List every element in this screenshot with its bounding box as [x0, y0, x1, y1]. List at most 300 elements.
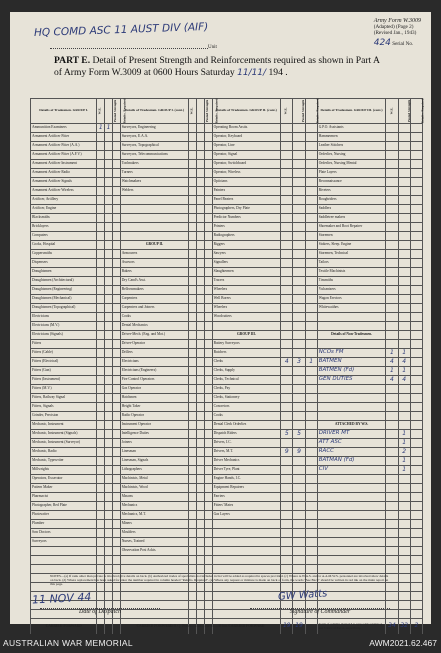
group-1-cont-cell: [120, 565, 189, 574]
reinf-cell: [410, 610, 422, 619]
posted-cell: [293, 484, 305, 493]
posted-cell: [398, 502, 410, 511]
posted-cell: [293, 385, 305, 394]
posted-cell: [105, 403, 113, 412]
posted-cell: [293, 547, 305, 556]
group-1-cont-cell: Watchmakers: [120, 178, 189, 187]
we-cell: [97, 385, 105, 394]
group-1-cont-cell: Nurses, Trained: [120, 538, 189, 547]
posted-cell: [398, 583, 410, 592]
posted-cell: [197, 592, 205, 601]
reinf-cell: [305, 430, 317, 439]
posted-cell: [398, 466, 410, 475]
table-row: [31, 133, 423, 142]
we-header: W.E.: [189, 99, 197, 124]
group-2-cont-cell: Well Borers: [212, 295, 281, 304]
group-2-cont-cell: [212, 322, 281, 331]
posted-cell: [105, 556, 113, 565]
handwritten-value: 2: [402, 447, 407, 455]
we-cell: [281, 367, 293, 376]
posted-cell: [293, 556, 305, 565]
table-row: [31, 349, 423, 358]
posted-cell: [105, 295, 113, 304]
reinf-cell: [305, 286, 317, 295]
group-1-cell: [31, 547, 97, 556]
group-1-cont-cell: Electricians (Engineers): [120, 367, 189, 376]
we-cell: [281, 286, 293, 295]
group-3-cont-header: Details of Tradesmen. GROUP III. (cont.): [317, 99, 386, 124]
posted-cell: [398, 241, 410, 250]
serial-row: [373, 37, 421, 48]
form-page: [10, 12, 431, 630]
group-1-cell: Mechanic, Radio: [31, 448, 97, 457]
we-cell: [189, 592, 197, 601]
table-row: [31, 412, 423, 421]
we-cell: [97, 457, 105, 466]
posted-cell: [398, 412, 410, 421]
posted-cell: [197, 394, 205, 403]
posted-cell: [197, 196, 205, 205]
group-2-cont-cell: Driver Mechanics: [212, 457, 281, 466]
posted-cell: [197, 313, 205, 322]
group-3-cont-cell: [317, 394, 386, 403]
we-cell: [97, 592, 105, 601]
reinf-cell: [305, 466, 317, 475]
posted-cell: [105, 250, 113, 259]
group-1-cont-cell: Masons: [120, 493, 189, 502]
group-1-cont-cell: Radio Operator: [120, 412, 189, 421]
reinf-cell: [410, 133, 422, 142]
notes: NOTES—(a) If rank other than private is involved give details on back. (b) Authorized trades of specialists not included in list will be added as required in spaces provided. (c) Where A.W.A.S. and/or A.A.M.W.S. personnel are involved show details on back. (d) Where replacement has been asked for enter the number required in column headed "Reinfts. Required". (e) Where any request or mixture is made on back of form, the words "See Back" should be written in red ink on the main report on this page.: [50, 574, 389, 586]
reinf-cell: [204, 250, 212, 259]
group-3-cont-cell: [317, 565, 386, 574]
reinf-cell: [112, 160, 120, 169]
we-cell: [189, 475, 197, 484]
handwritten-value: 1: [402, 465, 407, 473]
reinf-cell: [410, 349, 422, 358]
group-1-cont-cell: [120, 214, 189, 223]
reinf-cell: [204, 151, 212, 160]
reinf-cell: [410, 313, 422, 322]
group-1-cell: Armament Artificer Instrument: [31, 160, 97, 169]
we-cell: [386, 196, 398, 205]
we-cell: [281, 322, 293, 331]
reinf-cell: [204, 178, 212, 187]
we-cell: [97, 529, 105, 538]
posted-cell: [105, 331, 113, 340]
group-1-cell: Draughtsmen (Topographical): [31, 304, 97, 313]
reinf-cell: [204, 124, 212, 133]
reinf-cell: [305, 232, 317, 241]
group-3-cont-cell: [317, 322, 386, 331]
handwritten-entry: RACC: [318, 448, 334, 455]
group-3-cont-cell: Shoemaker and Boot Repairer: [317, 223, 386, 232]
posted-cell: [105, 232, 113, 241]
table-row: [31, 439, 423, 448]
we-cell: [97, 241, 105, 250]
reinf-cell: [410, 358, 422, 367]
we-cell: [386, 529, 398, 538]
posted-cell: [105, 142, 113, 151]
group-3-cont-cell: [317, 340, 386, 349]
we-cell: [189, 421, 197, 430]
reinf-cell: [112, 511, 120, 520]
group-2-cont-cell: Tracers: [212, 277, 281, 286]
we-cell: [281, 295, 293, 304]
posted-cell: [197, 484, 205, 493]
posted-cell: [197, 187, 205, 196]
despatch-label: Date of Despatch: [40, 608, 160, 615]
strength-table: [30, 98, 423, 635]
reinf-cell: [410, 484, 422, 493]
group-1-cell: Artificer, Engine: [31, 205, 97, 214]
posted-cell: [293, 223, 305, 232]
unit-line: [50, 48, 208, 49]
handwritten-entry: BATMEN (Fd): [318, 367, 355, 374]
reinf-cell: [410, 547, 422, 556]
reinf-cell: [305, 124, 317, 133]
posted-cell: [398, 223, 410, 232]
posted-cell: [398, 403, 410, 412]
we-cell: [281, 340, 293, 349]
group-1-cell: Electricians (Signals): [31, 331, 97, 340]
group-1-cell: Surveyors: [31, 538, 97, 547]
table-row: [31, 187, 423, 196]
posted-cell: [293, 520, 305, 529]
posted-cell: [197, 268, 205, 277]
we-cell: [189, 448, 197, 457]
group-2-cont-cell: Drivers, I.C.: [212, 439, 281, 448]
total-reinf: [410, 619, 422, 635]
group-1-cont-cell: Machinists, Wood: [120, 484, 189, 493]
handwritten-value: 9: [297, 447, 301, 455]
posted-cell: [398, 124, 410, 133]
carried-forward-label: CARRIED FORWARD: [120, 619, 189, 635]
posted-cell: [105, 313, 113, 322]
posted-cell: [293, 511, 305, 520]
group-1-cont-cell: Mechanics: [120, 502, 189, 511]
we-cell: [97, 250, 105, 259]
group-1-cell: Mechanic, Instrument (Signals): [31, 430, 97, 439]
posted-cell: [293, 178, 305, 187]
we-cell: [189, 610, 197, 619]
table-row: [31, 232, 423, 241]
group-3-cont-cell: Stokers, Sleep. Engine: [317, 241, 386, 250]
we-cell: [189, 259, 197, 268]
group-1-cont-cell: Electricians: [120, 358, 189, 367]
table-row: [31, 556, 423, 565]
group-3-cont-cell: [317, 376, 386, 385]
we-cell: [386, 412, 398, 421]
we-cell: [189, 322, 197, 331]
reinf-cell: [410, 502, 422, 511]
reinf-cell: [204, 556, 212, 565]
reinf-cell: [204, 538, 212, 547]
group-1-cont-cell: Gas Operator: [120, 385, 189, 394]
we-cell: [281, 547, 293, 556]
we-cell: [386, 466, 398, 475]
posted-cell: [398, 142, 410, 151]
posted-cell: [197, 430, 205, 439]
posted-cell: [197, 241, 205, 250]
serial-label: Serial No.: [392, 40, 414, 47]
group-3-cont-cell: Orderlies, Nursing: [317, 151, 386, 160]
reinf-cell: [204, 331, 212, 340]
posted-cell: [197, 376, 205, 385]
reinf-cell: [305, 412, 317, 421]
reinf-cell: [112, 529, 120, 538]
reinf-cell: [305, 178, 317, 187]
we-cell: [281, 331, 293, 340]
posted-cell: [197, 349, 205, 358]
posted-cell: [398, 439, 410, 448]
posted-header: Posted Strength: [197, 99, 205, 124]
posted-cell: [293, 412, 305, 421]
posted-cell: [398, 349, 410, 358]
unit-handwritten: HQ COMD ASC 11 AUST DIV (AIF): [33, 20, 209, 40]
we-cell: [386, 421, 398, 430]
carried-forward-label: CARRIED FORWARD: [31, 619, 97, 635]
posted-cell: [197, 520, 205, 529]
reinf-cell: [305, 187, 317, 196]
posted-cell: [398, 250, 410, 259]
group-1-cell: Artificer, Artillery: [31, 196, 97, 205]
reinf-cell: [204, 160, 212, 169]
group-1-cont-cell: Linesman, Signals: [120, 457, 189, 466]
posted-cell: [398, 205, 410, 214]
posted-header: Posted Strength: [398, 99, 410, 124]
posted-cell: [398, 574, 410, 583]
reinf-cell: [410, 376, 422, 385]
we-cell: [281, 475, 293, 484]
we-cell: [281, 205, 293, 214]
posted-cell: [293, 205, 305, 214]
handwritten-value: 3: [297, 357, 301, 365]
group-2-cont-cell: Dispatch Riders: [212, 430, 281, 439]
posted-cell: [293, 394, 305, 403]
handwritten-value: 1: [402, 348, 407, 356]
group-2-cont-cell: Gas Layers: [212, 511, 281, 520]
table-row: [31, 376, 423, 385]
handwritten-entry: GEN DUTIES: [318, 376, 353, 383]
reinf-cell: [112, 196, 120, 205]
posted-cell: [293, 538, 305, 547]
we-cell: [386, 124, 398, 133]
reinf-cell: [204, 601, 212, 610]
posted-cell: [105, 448, 113, 457]
group-3-cont-cell: Textile Machinists: [317, 268, 386, 277]
group-1-cell: Operators, Excavator: [31, 475, 97, 484]
group-2-cont-cell: Operator, Line: [212, 142, 281, 151]
reinf-cell: [305, 484, 317, 493]
posted-cell: [197, 475, 205, 484]
we-cell: [189, 565, 197, 574]
group-3-cont-cell: [317, 403, 386, 412]
we-cell: [189, 349, 197, 358]
we-cell: [281, 529, 293, 538]
we-cell: [97, 232, 105, 241]
table-row: [31, 367, 423, 376]
we-cell: [386, 169, 398, 178]
we-cell: [97, 286, 105, 295]
group-2-cont-cell: [212, 592, 281, 601]
reinf-cell: [305, 241, 317, 250]
group-2-cont-cell: [212, 547, 281, 556]
we-cell: [97, 367, 105, 376]
posted-cell: [197, 439, 205, 448]
posted-header: Posted Strength: [105, 99, 113, 124]
posted-cell: [398, 547, 410, 556]
posted-cell: [197, 403, 205, 412]
posted-cell: [105, 358, 113, 367]
group-1-cell: Armament Artificer Fitter (A.A.): [31, 142, 97, 151]
we-cell: [97, 268, 105, 277]
handwritten-value: 1: [402, 366, 407, 374]
reinf-cell: [410, 223, 422, 232]
we-cell: [97, 223, 105, 232]
we-cell: [281, 394, 293, 403]
posted-cell: [105, 169, 113, 178]
group-1-cell: Mechanic, Typewriter: [31, 457, 97, 466]
table-row: [31, 547, 423, 556]
posted-cell: [398, 556, 410, 565]
page-title: [54, 55, 384, 79]
group-3-cont-cell: [317, 466, 386, 475]
we-cell: [189, 439, 197, 448]
posted-cell: [398, 304, 410, 313]
we-cell: [281, 439, 293, 448]
group-3-cont-cell: [317, 475, 386, 484]
table-row: [31, 430, 423, 439]
posted-cell: [293, 493, 305, 502]
we-cell: [189, 403, 197, 412]
we-cell: [97, 277, 105, 286]
posted-cell: [105, 484, 113, 493]
group-1-cont-cell: Assesors: [120, 259, 189, 268]
posted-cell: [398, 520, 410, 529]
posted-cell: [398, 340, 410, 349]
we-cell: [97, 439, 105, 448]
reinf-cell: [204, 142, 212, 151]
posted-cell: [197, 169, 205, 178]
reinf-cell: [112, 502, 120, 511]
we-cell: [189, 556, 197, 565]
table-row: [31, 169, 423, 178]
reinf-cell: [305, 556, 317, 565]
we-cell: [189, 547, 197, 556]
form-adapted: (Adapted) (Page 2): [373, 24, 414, 31]
table-row: [31, 502, 423, 511]
posted-cell: [197, 511, 205, 520]
group-2-cont-cell: Battery Surveyors: [212, 340, 281, 349]
posted-cell: [197, 601, 205, 610]
posted-cell: [398, 295, 410, 304]
reinf-cell: [305, 403, 317, 412]
group-1-cell: Draughtsmen: [31, 268, 97, 277]
posted-cell: [197, 205, 205, 214]
we-cell: [281, 385, 293, 394]
group-2-cont-cell: Drivers, M.T.: [212, 448, 281, 457]
reinf-cell: [410, 187, 422, 196]
group-2-cont-cell: GROUP III.: [212, 331, 281, 340]
group-1-cont-cell: Cooks: [120, 313, 189, 322]
we-cell: [189, 133, 197, 142]
table-row: [31, 142, 423, 151]
handwritten-value: 4: [390, 357, 394, 365]
we-cell: [281, 376, 293, 385]
posted-cell: [105, 565, 113, 574]
reinf-cell: [112, 592, 120, 601]
we-cell: [281, 187, 293, 196]
posted-cell: [398, 313, 410, 322]
group-1-cont-cell: Instrument Operator: [120, 421, 189, 430]
group-1-cont-cell: Mechanics, M.T.: [120, 511, 189, 520]
we-cell: [97, 313, 105, 322]
reinf-cell: [112, 187, 120, 196]
posted-cell: [398, 529, 410, 538]
posted-cell: [197, 421, 205, 430]
we-cell: [281, 250, 293, 259]
handwritten-entry: CIV: [318, 466, 328, 473]
group-1-cont-cell: Toolmakers: [120, 160, 189, 169]
reinf-cell: [112, 394, 120, 403]
we-cell: [281, 457, 293, 466]
posted-cell: [398, 286, 410, 295]
we-cell: [386, 133, 398, 142]
we-cell: [97, 178, 105, 187]
posted-cell: [197, 331, 205, 340]
group-1-cell: Ammunition Examiners: [31, 124, 97, 133]
reinf-cell: [305, 304, 317, 313]
posted-cell: [105, 205, 113, 214]
posted-cell: [293, 169, 305, 178]
handwritten-value: 9: [284, 447, 289, 455]
table-header-row: [31, 99, 423, 124]
reinf-cell: [305, 538, 317, 547]
we-cell: [97, 322, 105, 331]
we-cell: [281, 241, 293, 250]
handwritten-value: 4: [390, 375, 394, 383]
reinf-cell: [410, 457, 422, 466]
we-cell: [281, 268, 293, 277]
we-cell: [281, 277, 293, 286]
we-cell: [189, 295, 197, 304]
group-1-cell: Fitters (M.V.): [31, 385, 97, 394]
handwritten-entry: ATT ASC: [318, 439, 342, 446]
table-row: [31, 160, 423, 169]
group-1-cell: Pattern Maker: [31, 484, 97, 493]
group-2-cont-cell: Butchers: [212, 349, 281, 358]
total-we: [386, 619, 398, 635]
group-1-cell: Cooks, Hospital: [31, 241, 97, 250]
reinf-cell: [112, 232, 120, 241]
group-2-cont-cell: Predictor Numbers: [212, 214, 281, 223]
we-cell: [97, 133, 105, 142]
reinf-cell: [305, 421, 317, 430]
reinf-cell: [305, 259, 317, 268]
table-row: [31, 178, 423, 187]
we-cell: [281, 421, 293, 430]
posted-cell: [197, 556, 205, 565]
group-1-cell: Grinder, Precision: [31, 412, 97, 421]
reinf-cell: [305, 367, 317, 376]
we-cell: [281, 358, 293, 367]
group-3-cont-cell: G.P.O. Assistants: [317, 124, 386, 133]
we-cell: [281, 430, 293, 439]
posted-cell: [105, 178, 113, 187]
group-3-cont-cell: Roughriders: [317, 196, 386, 205]
posted-cell: [105, 376, 113, 385]
